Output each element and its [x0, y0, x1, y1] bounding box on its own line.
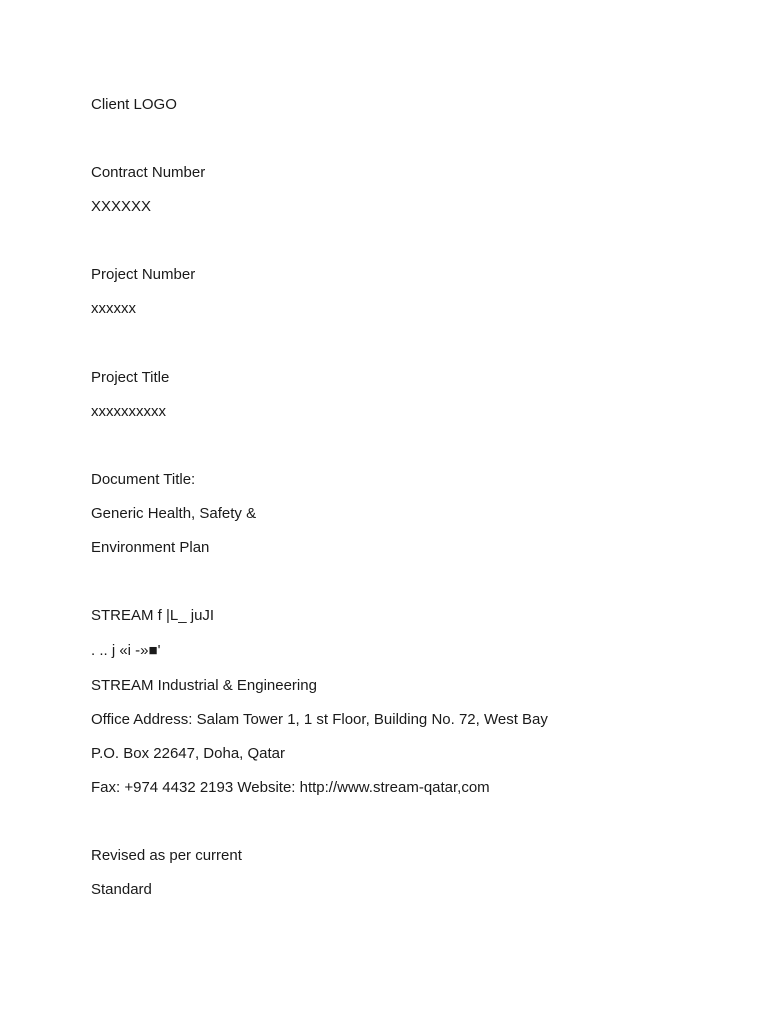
- document-title-label: Document Title:: [91, 471, 196, 488]
- client-logo-placeholder: Client LOGO: [91, 96, 177, 113]
- revision-line-2: Standard: [91, 881, 152, 898]
- contract-number-label: Contract Number: [91, 164, 206, 181]
- po-box: P.O. Box 22647, Doha, Qatar: [91, 745, 286, 762]
- company-name: STREAM Industrial & Engineering: [91, 677, 317, 694]
- contract-number-value: XXXXXX: [91, 198, 152, 215]
- project-number-label: Project Number: [91, 266, 196, 283]
- project-title-value: xxxxxxxxxx: [91, 403, 166, 420]
- revision-line-1: Revised as per current: [91, 847, 242, 864]
- document-title-line-1: Generic Health, Safety &: [91, 505, 257, 522]
- project-title-label: Project Title: [91, 369, 170, 386]
- company-garbled-line-1: STREAM f |L_ juJI: [91, 607, 215, 624]
- document-title-line-2: Environment Plan: [91, 539, 210, 556]
- fax-and-website: Fax: +974 4432 2193 Website: http://www.stream-qatar,com: [91, 779, 490, 796]
- project-number-value: xxxxxx: [91, 300, 136, 317]
- company-garbled-line-2: . .. j «i -»■': [91, 642, 161, 659]
- office-address: Office Address: Salam Tower 1, 1 st Floor, Building No. 72, West Bay: [91, 711, 548, 728]
